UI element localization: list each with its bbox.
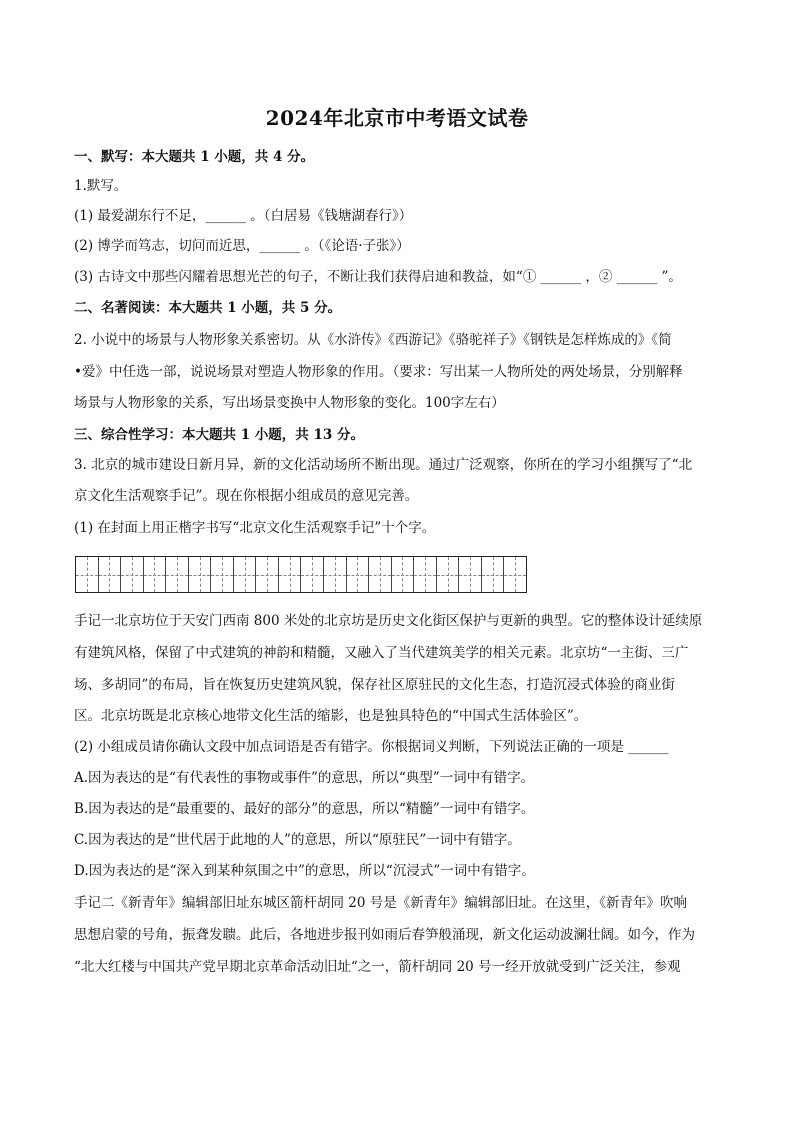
grid-cell (392, 557, 415, 592)
passage-2-line-1: 手记二《新青年》编辑部旧址东城区箭杆胡同 20 号是《新青年》编辑部旧址。在这里，《新青年》吹响 (74, 895, 688, 911)
question-1-part-1: (1) 最爱湖东行不足，______ 。（白居易《钱塘湖春行》） (74, 208, 413, 224)
question-1: 1.默写。 (74, 178, 128, 194)
question-2-line-1: 2. 小说中的场景与人物形象关系密切。从《水浒传》《西游记》《骆驼祥子》《钢铁是怎样炼成的》《简 (74, 332, 672, 348)
calligraphy-grid (75, 556, 527, 593)
grid-cell (144, 557, 167, 592)
question-3-line-2: 京文化生活观察手记”。现在你根据小组成员的意见完善。 (74, 488, 419, 504)
page-title: 2024年北京市中考语文试卷 (265, 106, 529, 130)
grid-cell (99, 557, 122, 592)
passage-1-line-3: 场、多胡同”的布局，旨在恢复历史建筑风貌，保存社区原驻民的文化生态，打造沉浸式体验的商业街 (74, 677, 675, 693)
passage-2-line-2: 思想启蒙的号角，振聋发聩。此后，各地进步报刊如雨后春笋般涌现，新文化运动波澜壮阔。如今，作为 (74, 927, 695, 943)
question-3-part-2: (2) 小组成员请你确认文段中加点词语是否有错字。你根据词义判断，下列说法正确的一项是 ______ (74, 739, 669, 755)
grid-cell (504, 557, 526, 592)
grid-cell (414, 557, 437, 592)
grid-cell (166, 557, 189, 592)
option-a: A.因为表达的是“有代表性的事物或事件”的意思，所以“典型”一词中有错字。 (74, 770, 535, 786)
option-d: D.因为表达的是“深入到某种氛围之中”的意思，所以“沉浸式”一词中有错字。 (74, 863, 535, 879)
question-1-part-3: (3) 古诗文中那些闪耀着思想光芒的句子，不断让我们获得启迪和教益，如“① ______ ，② ______ ”。 (74, 269, 682, 285)
grid-cell (279, 557, 302, 592)
section-heading-1: 一、默写：本大题共 1 小题，共 4 分。 (74, 149, 315, 165)
section-heading-2: 二、名著阅读：本大题共 1 小题，共 5 分。 (74, 300, 342, 316)
question-2-line-2: •爱》中任选一部，说说场景对塑造人物形象的作用。（要求：写出某一人物所处的两处场景，分别解释 (74, 364, 683, 380)
grid-cell (256, 557, 279, 592)
grid-cell (437, 557, 460, 592)
grid-cell (482, 557, 505, 592)
question-2-line-3: 场景与人物形象的关系，写出场景变换中人物形象的变化。100字左右） (74, 395, 505, 411)
grid-cell (459, 557, 482, 592)
grid-cell (211, 557, 234, 592)
question-1-part-2: (2) 博学而笃志，切问而近思，______ 。（《论语·子张》） (74, 238, 410, 254)
question-3-part-1: (1) 在封面上用正楷字书写“北京文化生活观察手记”十个字。 (74, 520, 436, 536)
question-3-line-1: 3. 北京的城市建设日新月异，新的文化活动场所不断出现。通过广泛观察，你所在的学习小组撰写了“北 (74, 457, 693, 473)
grid-cell (347, 557, 370, 592)
grid-cell (76, 557, 99, 592)
grid-cell (121, 557, 144, 592)
passage-1-line-1: 手记一北京坊位于天安门西南 800 米处的北京坊是历史文化街区保护与更新的典型。它的整体设计延续原 (74, 613, 703, 629)
option-b: B.因为表达的是“最重要的、最好的部分”的意思，所以“精髓”一词中有错字。 (74, 801, 535, 817)
section-heading-3: 三、综合性学习：本大题共 1 小题，共 13 分。 (74, 427, 364, 443)
grid-cell (324, 557, 347, 592)
grid-cell (301, 557, 324, 592)
grid-cell (189, 557, 212, 592)
grid-cell (234, 557, 257, 592)
passage-2-line-3: “北大红楼与中国共产党早期北京革命活动旧址“之一，箭杆胡同 20 号一经开放就受到广泛关注，参观 (74, 959, 681, 975)
passage-1-line-2: 有建筑风格，保留了中式建筑的神韵和精髓，又融入了当代建筑美学的相关元素。北京坊“一主街、三广 (74, 645, 689, 661)
option-c: C.因为表达的是“世代居于此地的人”的意思，所以“原驻民”一词中有错字。 (74, 832, 521, 848)
grid-cell (369, 557, 392, 592)
passage-1-line-4: 区。北京坊既是北京核心地带文化生活的缩影，也是独具特色的“中国式生活体验区”。 (74, 708, 588, 724)
